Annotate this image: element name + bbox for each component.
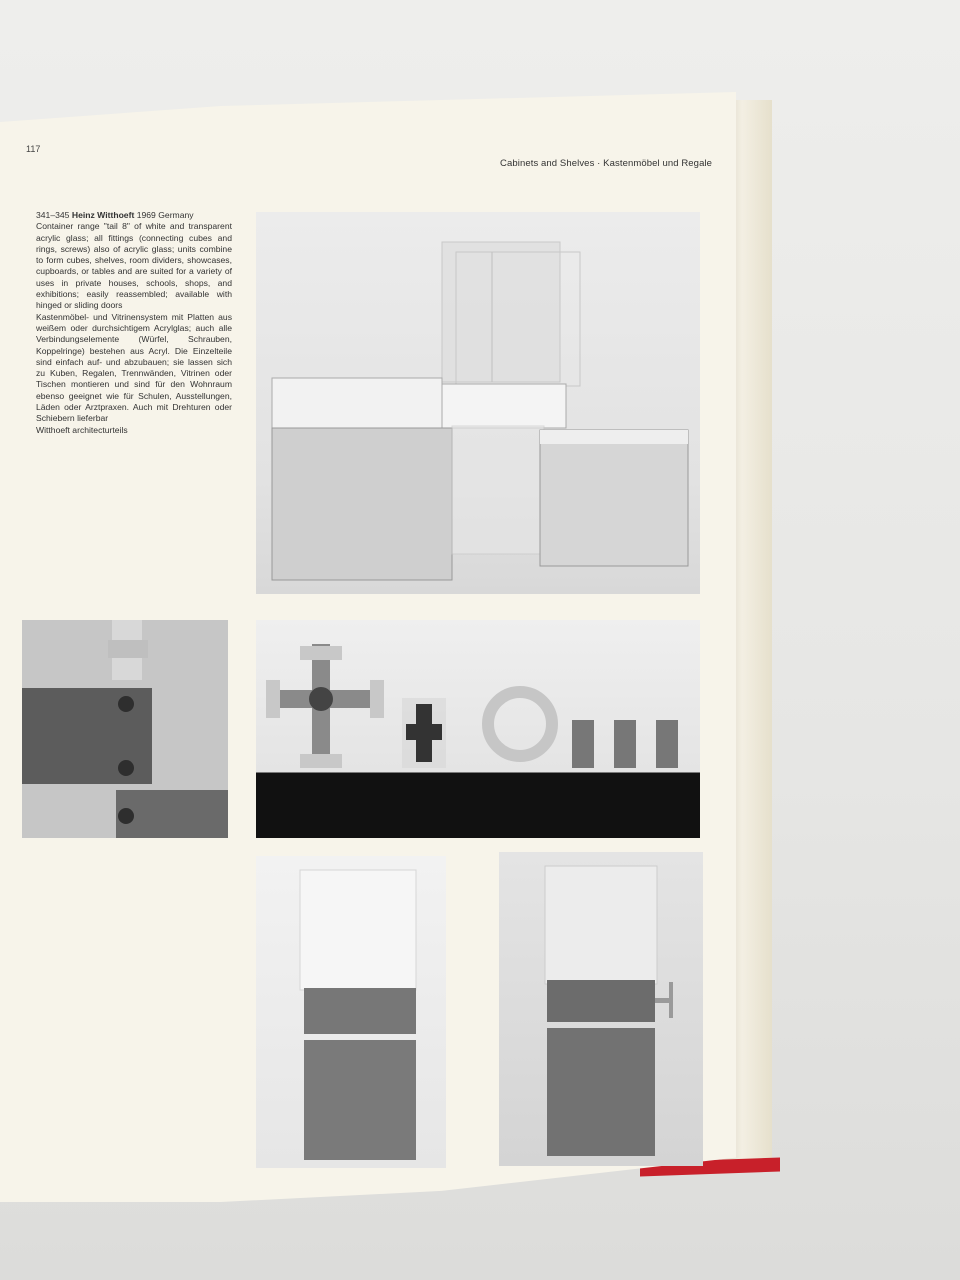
designer-name: Heinz Witthoeft	[71, 210, 135, 220]
caption-manufacturer: Witthoeft architecturteils	[36, 424, 128, 435]
column-unit-illustration	[256, 856, 446, 1168]
caption-heading	[36, 210, 232, 221]
figure-numbers: 341–345	[36, 210, 70, 220]
caption-german: Kastenmöbel- und Vitrinensystem mit Platten aus weißem oder durchsichtigem Acrylglas; auch alle Verbindungselemente (Würfel, Schrauben, Koppelringe) bestehen aus Acryl. Die Einzelteile sind einfach auf- und abzubauen; sie lassen sich zu Kuben, Regalen, Trennwänden, Vitrinen oder Tischen montieren und sind für den Wohnraum ebenso geeignet wie für Schulen, Ausstellungen, Läden oder Arztpraxen. Auch mit Drehturen oder Schiebern lieferbar	[36, 311, 232, 424]
joint-detail-illustration	[22, 620, 228, 838]
photo-column-unit-with-knob	[499, 852, 703, 1166]
photo-stacked-containers	[256, 212, 700, 594]
photo-column-unit	[256, 856, 446, 1168]
column-unit-knob-illustration	[499, 852, 703, 1166]
photo-connecting-elements	[256, 620, 700, 838]
photo-joint-detail	[22, 620, 228, 838]
running-head: Cabinets and Shelves · Kastenmöbel und Regale	[500, 158, 713, 169]
stacked-containers-illustration	[256, 212, 700, 594]
design-country: Germany	[158, 210, 194, 220]
page-number: 117	[26, 144, 41, 154]
caption-block	[36, 210, 232, 436]
connectors-illustration	[256, 620, 700, 838]
design-year: 1969	[136, 210, 156, 220]
caption-english: Container range "tail 8" of white and transparent acrylic glass; all fittings (connecting cubes and rings, screws) also of acrylic glass; units combine to form cubes, shelves, room dividers, showcases, cupboards, or tables and are suited for a variety of uses in private houses, schools, shops, and exhibitions; easily reassembled; available with hinged or sliding doors	[36, 221, 232, 311]
